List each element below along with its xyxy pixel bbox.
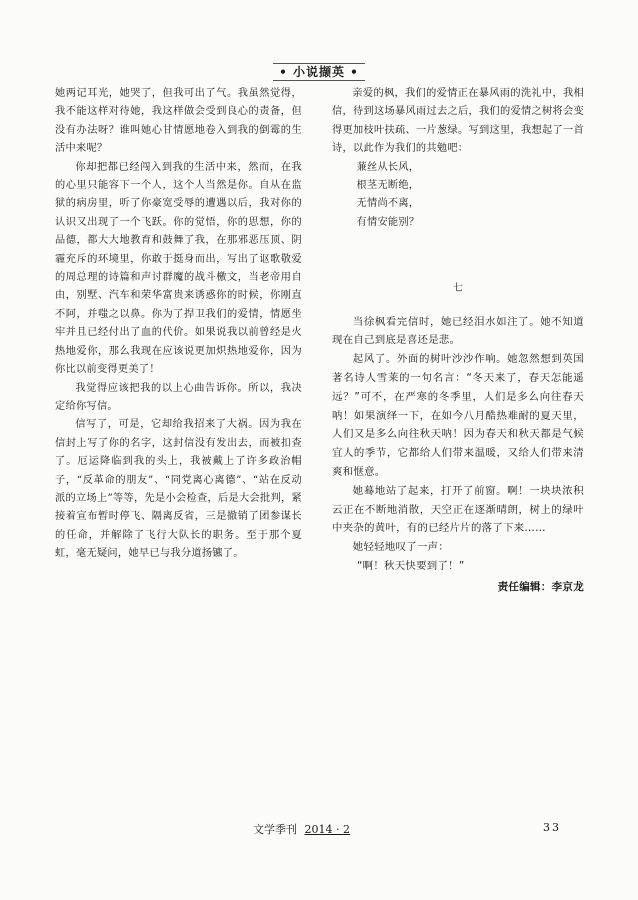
section-title: • 小说撷英 • [273, 63, 365, 81]
paragraph: 信写了，可是，它却给我招来了大祸。因为我在信封上写了你的名字，这封信没有发出去，而被扣查了。厄运降临到我的头上，我被戴上了许多政治帽子，“反革命的朋友”、“同党离心离德”、“站在反动派的立场上”等等，先是小会检查，后是大会批判，紧接着宣布暂时停飞、隔离反省，三是撤销了团参谋长的任命，并解除了飞行大队长的职务。至于那个夏虹，毫无疑问，她早已与我分道扬镳了。 [55, 419, 302, 560]
right-column [332, 85, 584, 596]
quote-line: “啊！秋天快要到了！” [356, 560, 465, 573]
poem-line: 蒹丝从长风， [356, 161, 420, 173]
paragraph: 她两记耳光，她哭了，但我可出了气。我虽然觉得，我不能这样对待她，我这样做会受到良心的责备，但没有办法呀？谁叫她心甘情愿地卷入到我的倒霉的生活中来呢？ [55, 88, 302, 155]
poem [356, 159, 584, 233]
section-header [0, 63, 638, 80]
journal-info [253, 821, 350, 837]
section-body [332, 313, 584, 576]
paragraph: 当徐枫看完信时，她已经泪水如注了。她不知道现在自己到底是喜还是悲。 [332, 315, 584, 347]
paragraph: 你却把都已经闯入到我的生活中来，然而，在我的心里只能容下一个人，这个人当然是你。自从在监狱的病房里，听了你豪宽受辱的遭遇以后，我对你的认识又出现了一个飞跃。你的觉悟，你的思想，你的品德，都大大地教育和鼓舞了我，在那邪恶压顶、阴霾充斥的环境里，你敢于挺身而出，写出了讴歌敬爱的周总理的诗篇和声讨群魔的战斗檄文，当老帝用自由，别墅、汽车和荣华富贵来诱惑你的时候，你刚直不阿，并嗤之以鼻。你为了捍卫我们的爱情，情愿坐牢并且已经付出了血的代价。如果说我以前曾经是火热地爱你，那么我现在应该说更加炽热地爱你，因为你比以前变得更美了！ [55, 161, 302, 376]
paragraph: 亲爱的枫，我们的爱情正在暴风雨的洗礼中，我相信，待到这场暴风雨过去之后，我们的爱情之树将会变得更加枝叶扶疏、一片葱绿。写到这里，我想起了一首诗，以此作为我们的共勉吧： [332, 88, 584, 155]
poem-line: 有情安能别？ [356, 216, 420, 228]
paragraph: 她蓦地站了起来，打开了前窗。啊！一块块浓积云正在不断地消散，天空正在逐渐晴朗，树上的绿叶中夹杂的黄叶，有的已经片片的落了下来…… [332, 484, 584, 535]
poem-line: 根茎无断绝， [356, 180, 420, 192]
page-number: 33 [543, 821, 561, 834]
journal-name: 文学季刊 [253, 823, 297, 836]
section-number: 七 [452, 283, 464, 295]
paragraph: 我觉得应该把我的以上心曲告诉你。所以，我决定给你写信。 [55, 382, 302, 412]
paragraph: 起风了。外面的树叶沙沙作响。她忽然想到英国著名诗人雪莱的一句名言：“冬天来了，春天怎能遥远？”可不，在严寒的冬季里，人们是多么向往春天呐！如果演绎一下，在如今八月酷热难耐的夏天里，人们又是多么向往秋天呐！因为春天和秋天都是气候宜人的季节，它都给人们带来温暖，又给人们带来清爽和惬意。 [332, 353, 584, 479]
poem-line: 无情尚不离， [356, 198, 420, 210]
left-column [55, 85, 302, 564]
issue-number: 2014 · 2 [304, 823, 350, 836]
paragraph: 她轻轻地叹了一声： [352, 541, 450, 554]
editor-credit: 责任编辑：李京龙 [497, 580, 584, 593]
